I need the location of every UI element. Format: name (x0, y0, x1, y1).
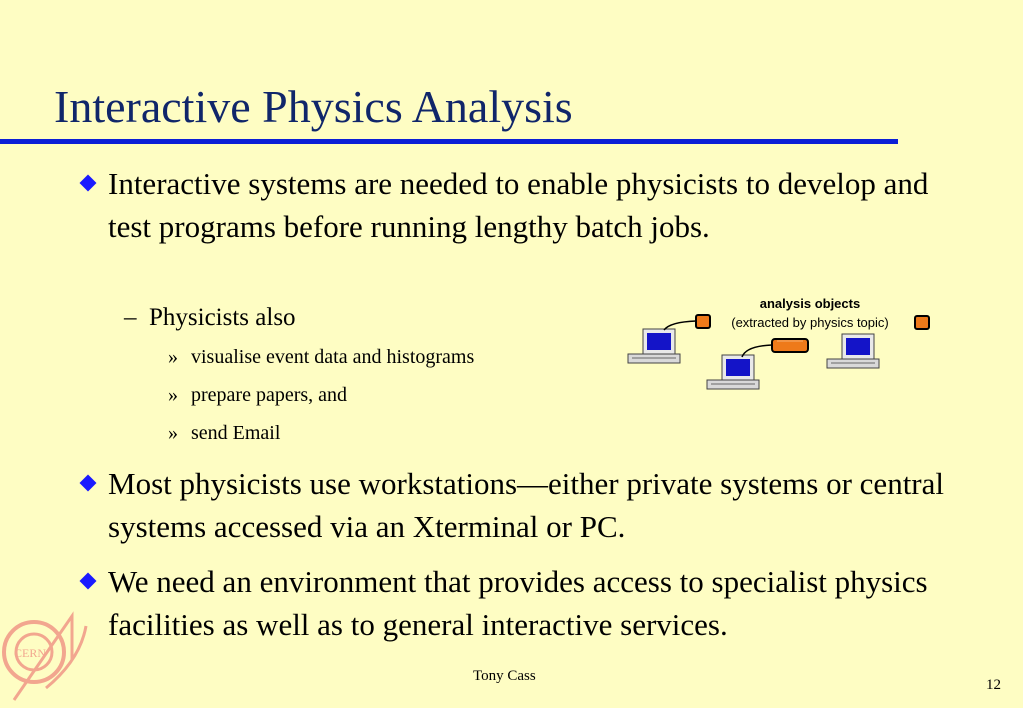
cern-logo (0, 600, 110, 708)
analysis-object-capsule-middle (772, 339, 808, 352)
slide-title: Interactive Physics Analysis (54, 81, 573, 132)
bullet-3-text: We need an environment that provides access to specialist physics facilities as well as to general interactive services. (108, 564, 928, 642)
bullet-1-text: Interactive systems are needed to enable physicists to develop and test programs before running lengthy batch jobs. (108, 166, 929, 244)
diagram-label-subtitle: (extracted by physics topic) (731, 315, 889, 330)
cern-logo-text: CERN (14, 646, 47, 660)
workstation-icon-left (628, 329, 680, 363)
sub-bullet-dash: – (124, 304, 137, 331)
subsub-marker-3: » (168, 422, 178, 444)
subsub-item-1: visualise event data and histograms (191, 346, 475, 368)
subsub-item-2: prepare papers, and (191, 384, 348, 406)
subsub-item-3: send Email (191, 422, 281, 444)
diagram-label-title: analysis objects (759, 296, 861, 311)
page-number: 12 (986, 677, 1001, 693)
workstation-icon-middle (707, 355, 759, 389)
footer-author: Tony Cass (473, 668, 536, 684)
bullet-2-text: Most physicists use workstations—either private systems or central systems accessed via an Xterminal or PC. (108, 466, 945, 544)
sub-bullet-text: Physicists also (149, 304, 296, 331)
subsub-marker-2: » (168, 384, 178, 406)
workstation-icon-right (827, 334, 879, 368)
subsub-marker-1: » (168, 346, 178, 368)
